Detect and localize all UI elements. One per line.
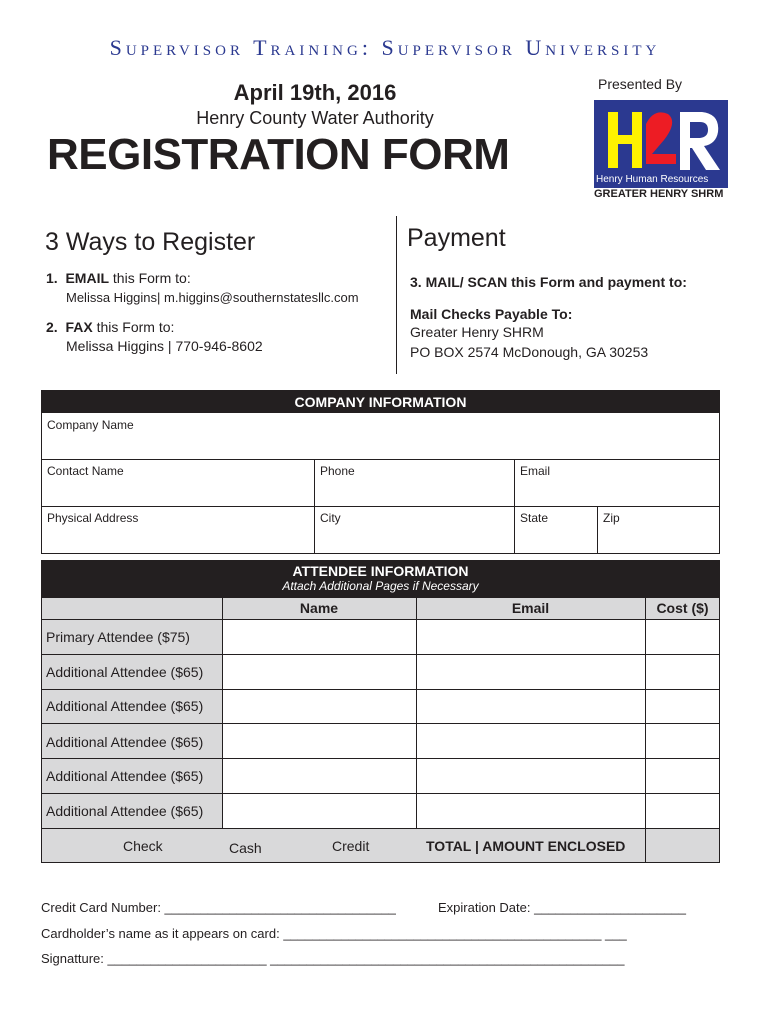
phone-field[interactable]: Phone xyxy=(320,464,355,478)
total-label: TOTAL | AMOUNT ENCLOSED xyxy=(426,838,626,854)
address-field[interactable]: Physical Address xyxy=(47,511,139,525)
row-divider xyxy=(41,723,720,724)
email-field[interactable]: Email xyxy=(520,464,551,478)
cash-option[interactable]: Cash xyxy=(229,840,262,856)
page-title: REGISTRATION FORM xyxy=(47,130,510,179)
city-field[interactable]: City xyxy=(320,511,341,525)
col-divider xyxy=(314,459,315,554)
attendee-heading: ATTENDEE INFORMATION xyxy=(292,563,469,579)
organization: Henry County Water Authority xyxy=(196,108,434,128)
company-info-table xyxy=(41,412,720,554)
email-number: 1. xyxy=(46,270,58,286)
attendee-row-label: Additional Attendee ($65) xyxy=(46,664,204,680)
check-option[interactable]: Check xyxy=(123,838,163,854)
h2r-logo xyxy=(594,100,728,188)
attendee-row-label: Additional Attendee ($65) xyxy=(46,698,204,714)
cardholder-line[interactable]: Cardholder’s name as it appears on card: ____________________________________________ ___ xyxy=(41,926,627,941)
row-divider xyxy=(41,828,720,829)
mail-instruction: 3. MAIL/ SCAN this Form and payment to: xyxy=(410,274,687,290)
company-name-field[interactable]: Company Name xyxy=(47,418,134,432)
company-info-header: COMPANY INFORMATION xyxy=(41,390,720,412)
attendee-row-label: Additional Attendee ($65) xyxy=(46,734,204,750)
fax-instruction: this Form to: xyxy=(96,319,175,335)
payment-address: PO BOX 2574 McDonough, GA 30253 xyxy=(410,344,649,360)
row-divider xyxy=(41,619,720,620)
payee: Greater Henry SHRM xyxy=(410,324,544,340)
card-number-line[interactable]: Credit Card Number: ________________________________ xyxy=(41,900,396,915)
col-divider xyxy=(514,459,515,554)
register-fax xyxy=(46,319,174,335)
divider xyxy=(396,216,397,374)
signature-line[interactable]: Signatture: ______________________ _________________________________________________ xyxy=(41,951,625,966)
attendee-subheading: Attach Additional Pages if Necessary xyxy=(282,579,479,593)
row-divider xyxy=(41,459,720,460)
col-cost-header: Cost ($) xyxy=(656,600,709,616)
row-divider xyxy=(41,506,720,507)
zip-field[interactable]: Zip xyxy=(603,511,620,525)
banner: Supervisor Training: Supervisor University xyxy=(109,35,661,60)
row-divider xyxy=(41,654,720,655)
payable-label: Mail Checks Payable To: xyxy=(410,306,573,322)
col-divider xyxy=(645,597,646,863)
payment-heading: Payment xyxy=(407,224,506,252)
expiration-line[interactable]: Expiration Date: _____________________ xyxy=(438,900,686,915)
fax-label: FAX xyxy=(65,319,93,335)
credit-option[interactable]: Credit xyxy=(332,838,370,854)
presented-by: Presented By xyxy=(598,76,683,92)
register-heading: 3 Ways to Register xyxy=(45,228,256,256)
col-email-header: Email xyxy=(511,600,550,616)
attendee-row-label: Additional Attendee ($65) xyxy=(46,803,204,819)
contact-name-field[interactable]: Contact Name xyxy=(47,464,124,478)
attendee-info-header xyxy=(41,560,720,597)
logo-text: Henry Human Resources xyxy=(596,174,709,185)
col-divider xyxy=(597,506,598,554)
fax-number: 2. xyxy=(46,319,58,335)
email-instruction: this Form to: xyxy=(112,270,191,286)
attendee-row-label: Additional Attendee ($65) xyxy=(46,768,204,784)
register-email xyxy=(46,270,191,286)
row-divider xyxy=(41,793,720,794)
email-contact: Melissa Higgins| m.higgins@southernstatesllc.com xyxy=(66,290,359,305)
state-field[interactable]: State xyxy=(520,511,549,525)
fax-contact: Melissa Higgins | 770-946-8602 xyxy=(66,338,263,354)
email-label: EMAIL xyxy=(65,270,110,286)
logo-subtitle: GREATER HENRY SHRM xyxy=(594,188,724,200)
col-name-header: Name xyxy=(299,600,339,616)
row-divider xyxy=(41,689,720,690)
row-divider xyxy=(41,758,720,759)
attendee-row-label: Primary Attendee ($75) xyxy=(46,629,190,645)
event-date: April 19th, 2016 xyxy=(233,80,397,105)
